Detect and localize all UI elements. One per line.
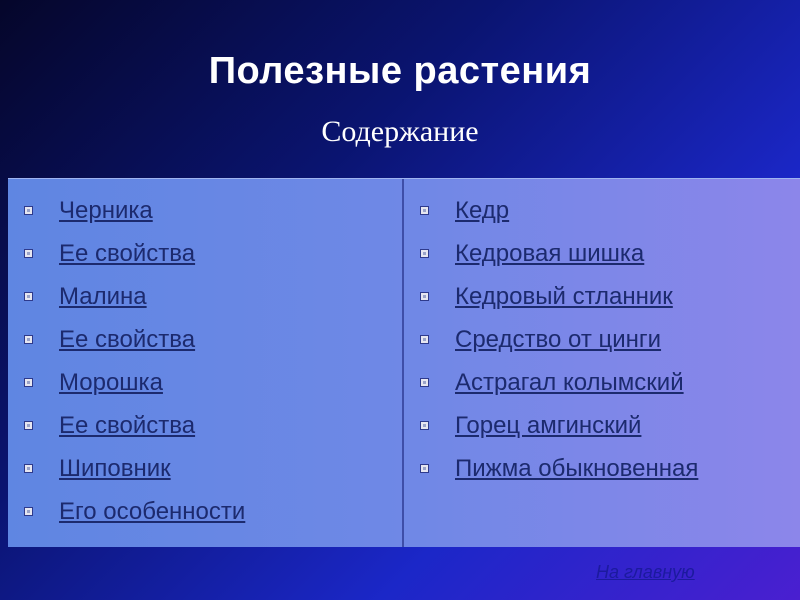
square-bullet-icon (420, 421, 429, 430)
square-bullet-icon (24, 206, 33, 215)
square-bullet-icon (24, 507, 33, 516)
list-item (24, 189, 245, 232)
contents-link[interactable]: Пижма обыкновенная (455, 454, 699, 482)
square-bullet-icon (420, 335, 429, 344)
contents-link[interactable]: Кедровая шишка (455, 239, 645, 267)
contents-table (8, 178, 800, 547)
list-item (24, 275, 245, 318)
square-bullet-icon (24, 292, 33, 301)
square-bullet-icon (24, 464, 33, 473)
contents-link[interactable]: Черника (59, 196, 153, 224)
contents-list-right (420, 189, 698, 490)
square-bullet-icon (420, 249, 429, 258)
contents-link[interactable]: Горец амгинский (455, 411, 642, 439)
square-bullet-icon (420, 292, 429, 301)
contents-link[interactable]: Кедровый стланник (455, 282, 673, 310)
list-item (24, 232, 245, 275)
contents-link[interactable]: Шиповник (59, 454, 171, 482)
list-item (420, 318, 698, 361)
list-item (24, 361, 245, 404)
square-bullet-icon (24, 335, 33, 344)
contents-link[interactable]: Ее свойства (59, 411, 196, 439)
contents-link[interactable]: Кедр (455, 196, 510, 224)
contents-column-left (8, 179, 404, 547)
list-item (24, 490, 245, 533)
contents-link[interactable]: Его особенности (59, 497, 246, 525)
square-bullet-icon (24, 378, 33, 387)
contents-link[interactable]: Малина (59, 282, 147, 310)
contents-column-right (404, 179, 800, 547)
square-bullet-icon (420, 378, 429, 387)
contents-link[interactable]: Астрагал колымский (455, 368, 684, 396)
list-item (420, 447, 698, 490)
list-item (24, 318, 245, 361)
list-item (24, 404, 245, 447)
square-bullet-icon (24, 421, 33, 430)
contents-list-left (24, 189, 245, 533)
square-bullet-icon (420, 464, 429, 473)
list-item (420, 232, 698, 275)
list-item (24, 447, 245, 490)
contents-link[interactable]: Ее свойства (59, 325, 196, 353)
contents-link[interactable]: Средство от цинги (455, 325, 662, 353)
list-item (420, 275, 698, 318)
list-item (420, 189, 698, 232)
page-subtitle: Содержание (321, 115, 479, 148)
list-item (420, 361, 698, 404)
square-bullet-icon (420, 206, 429, 215)
home-link[interactable]: На главную (596, 562, 695, 582)
square-bullet-icon (24, 249, 33, 258)
contents-link[interactable]: Морошка (59, 368, 163, 396)
list-item (420, 404, 698, 447)
contents-link[interactable]: Ее свойства (59, 239, 196, 267)
page-title: Полезные растения (208, 50, 592, 92)
